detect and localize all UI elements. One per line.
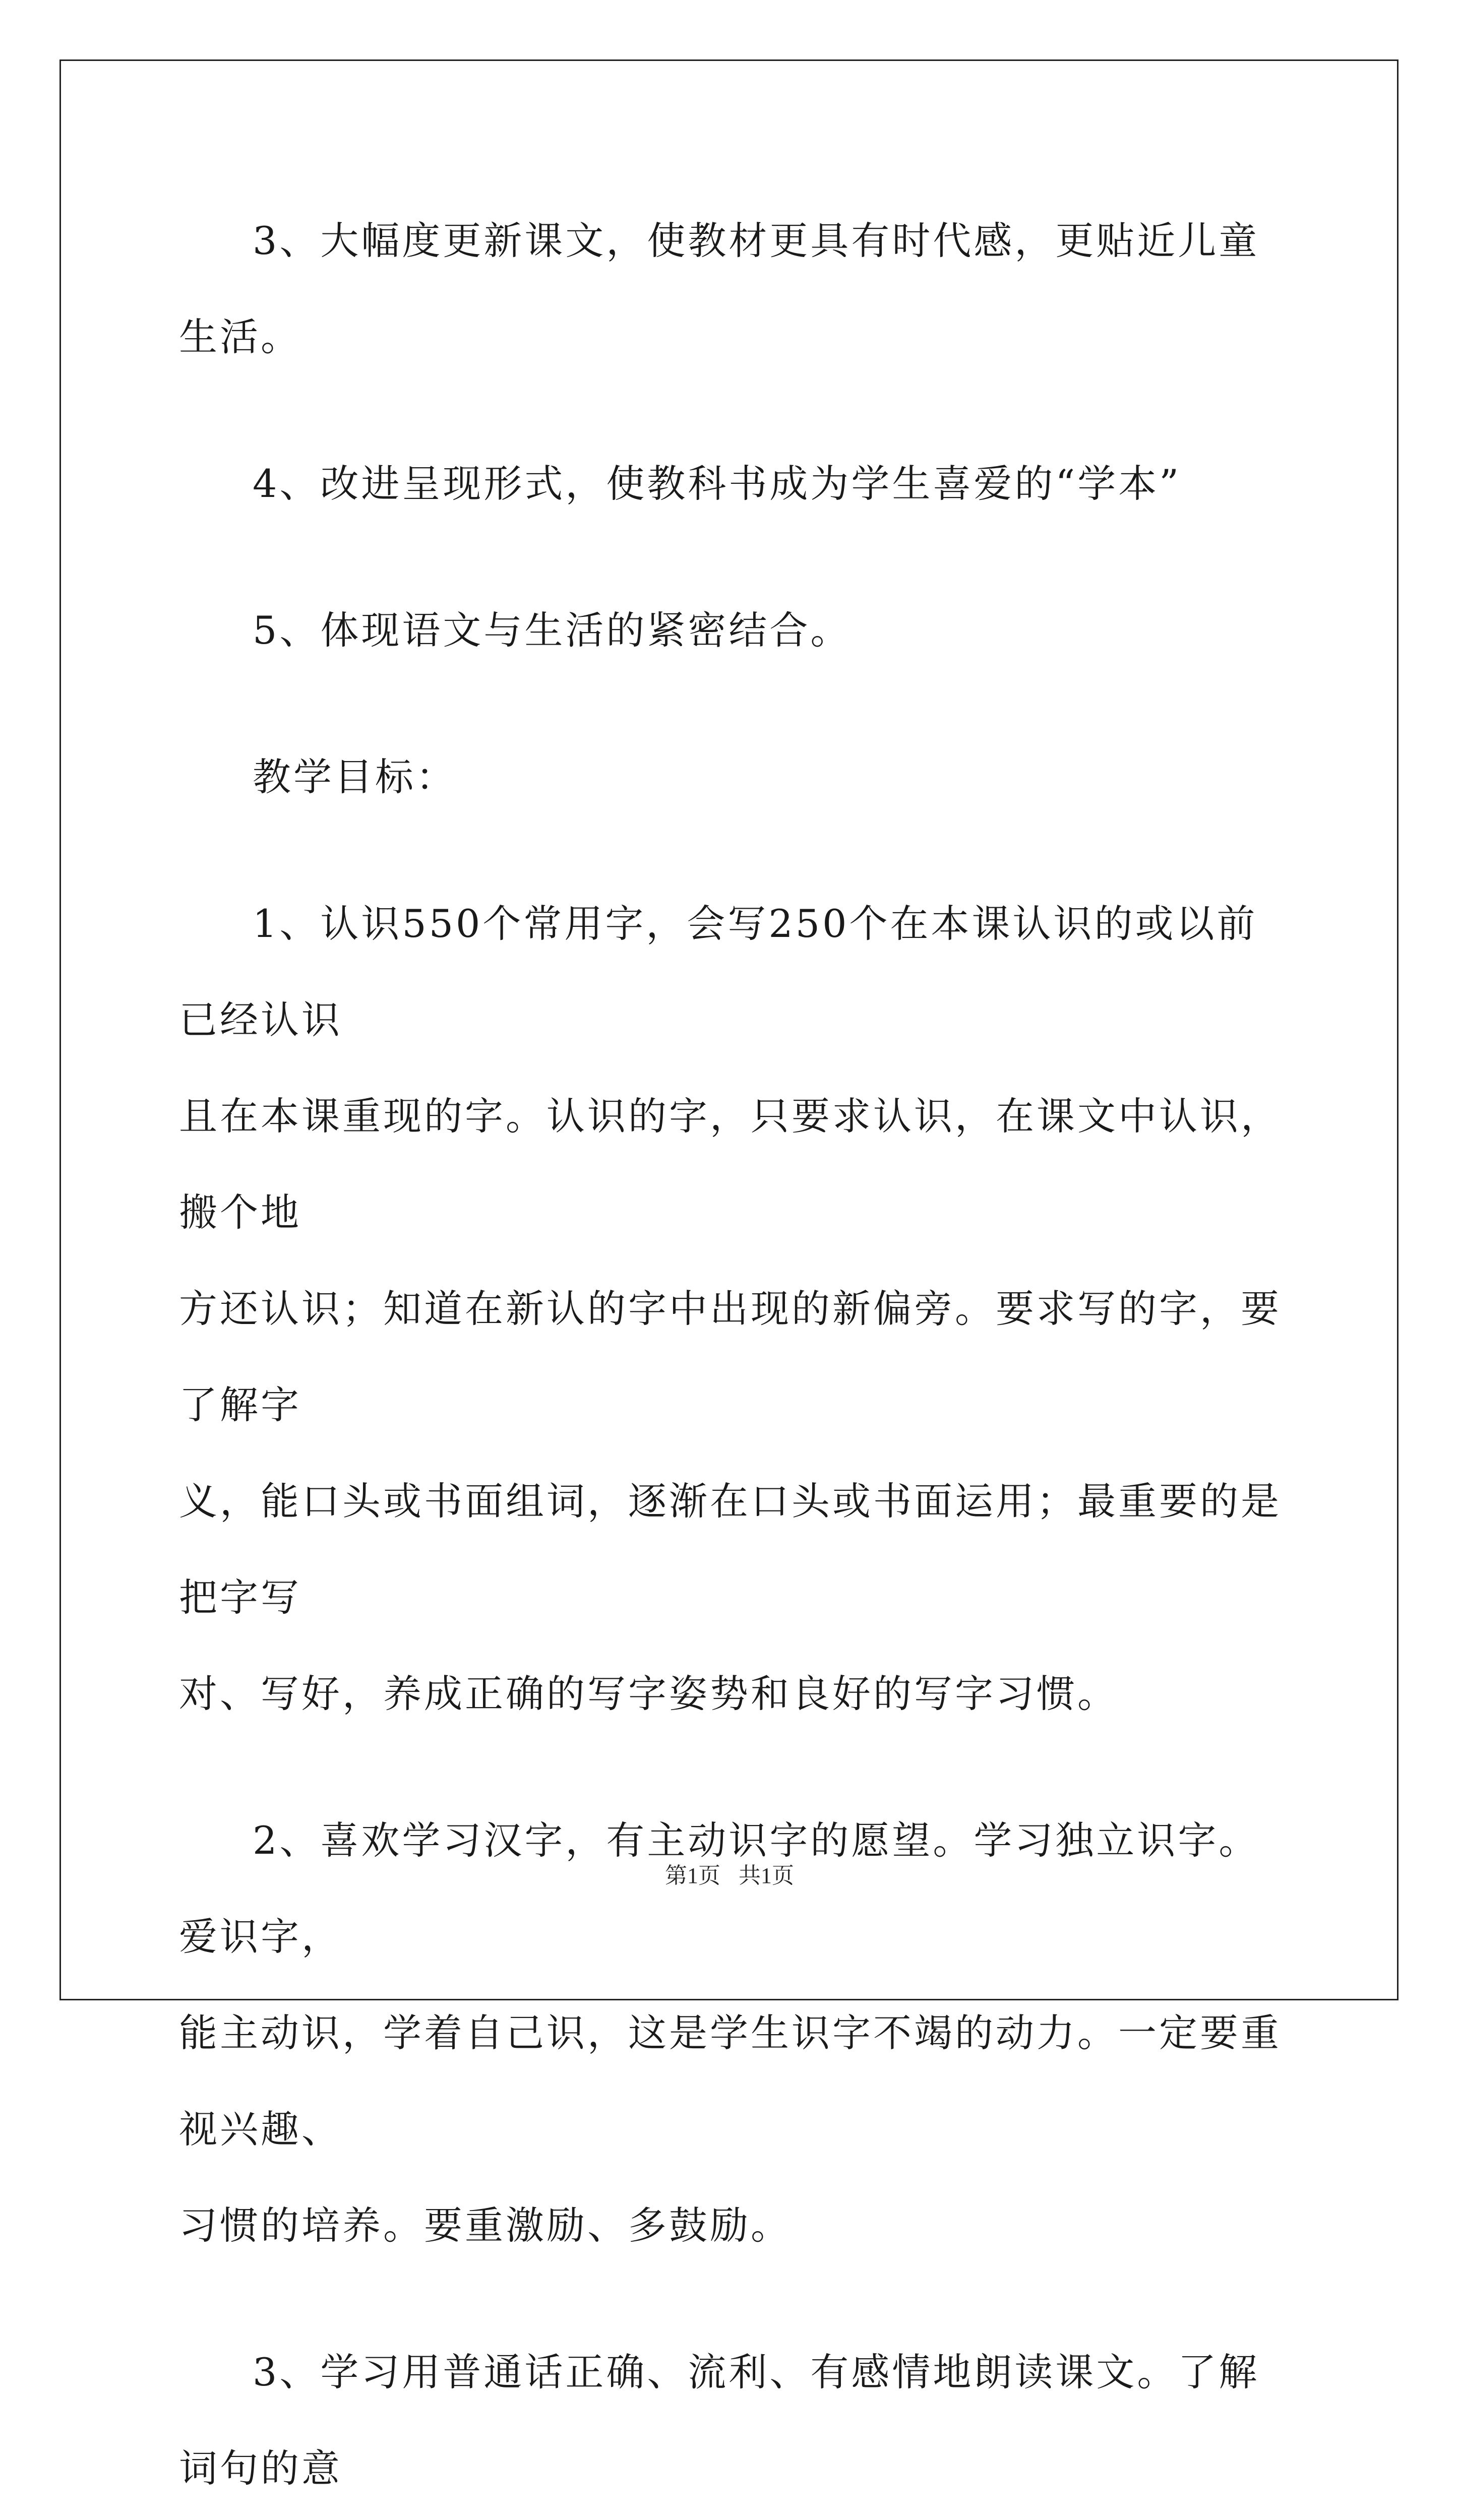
text-line: 义，能口头或书面组词，逐渐在口头或书面运用；最重要的是把字写	[179, 1479, 1282, 1620]
page-footer	[0, 1857, 1459, 1889]
text-line: 对、写好，养成正确的写字姿势和良好的写字习惯。	[179, 1671, 1118, 1716]
text-line: 方还认识；知道在新认的字中出现的新偏旁。要求写的字，要了解字	[179, 1286, 1282, 1427]
text-line: 习惯的培养。要重激励、多鼓励。	[179, 2203, 792, 2248]
paragraph-objective-1	[179, 875, 1298, 1742]
text-line: 3、学习用普通话正确、流利、有感情地朗读课文。了解词句的意	[179, 2350, 1260, 2491]
text-line: 且在本课重现的字。认识的字，只要求认识，在课文中认识，搬个地	[179, 1094, 1282, 1235]
text-line: 4、改进呈现形式，使教科书成为学生喜爱的“学本”	[253, 461, 1182, 506]
text-line: 1、认识550个常用字，会写250个在本课认识的或以前已经认识	[179, 901, 1258, 1042]
paragraph-2	[179, 435, 1298, 532]
text-line: 能主动识，学着自己识，这是学生识字不竭的动力。一定要重视兴趣、	[179, 2010, 1282, 2152]
page-number: 第1页	[665, 1863, 720, 1888]
page-total: 共1页	[739, 1863, 794, 1888]
text-line: 5、体现语文与生活的紧密结合。	[253, 608, 852, 653]
paragraph-3	[179, 582, 1298, 678]
text-line: 教学目标：	[253, 754, 457, 799]
document-body	[179, 193, 1298, 2520]
text-line: 2、喜欢学习汉字，有主动识字的愿望。学习独立识字。爱识字，	[179, 1818, 1260, 1959]
text-line	[179, 2516, 1298, 2520]
paragraph-objective-3	[179, 2324, 1298, 2520]
paragraph-1	[179, 193, 1298, 385]
section-heading-objectives	[179, 729, 1298, 825]
text-line: 3、大幅度更新课文，使教材更具有时代感，更贴近儿童生活。	[179, 218, 1260, 359]
